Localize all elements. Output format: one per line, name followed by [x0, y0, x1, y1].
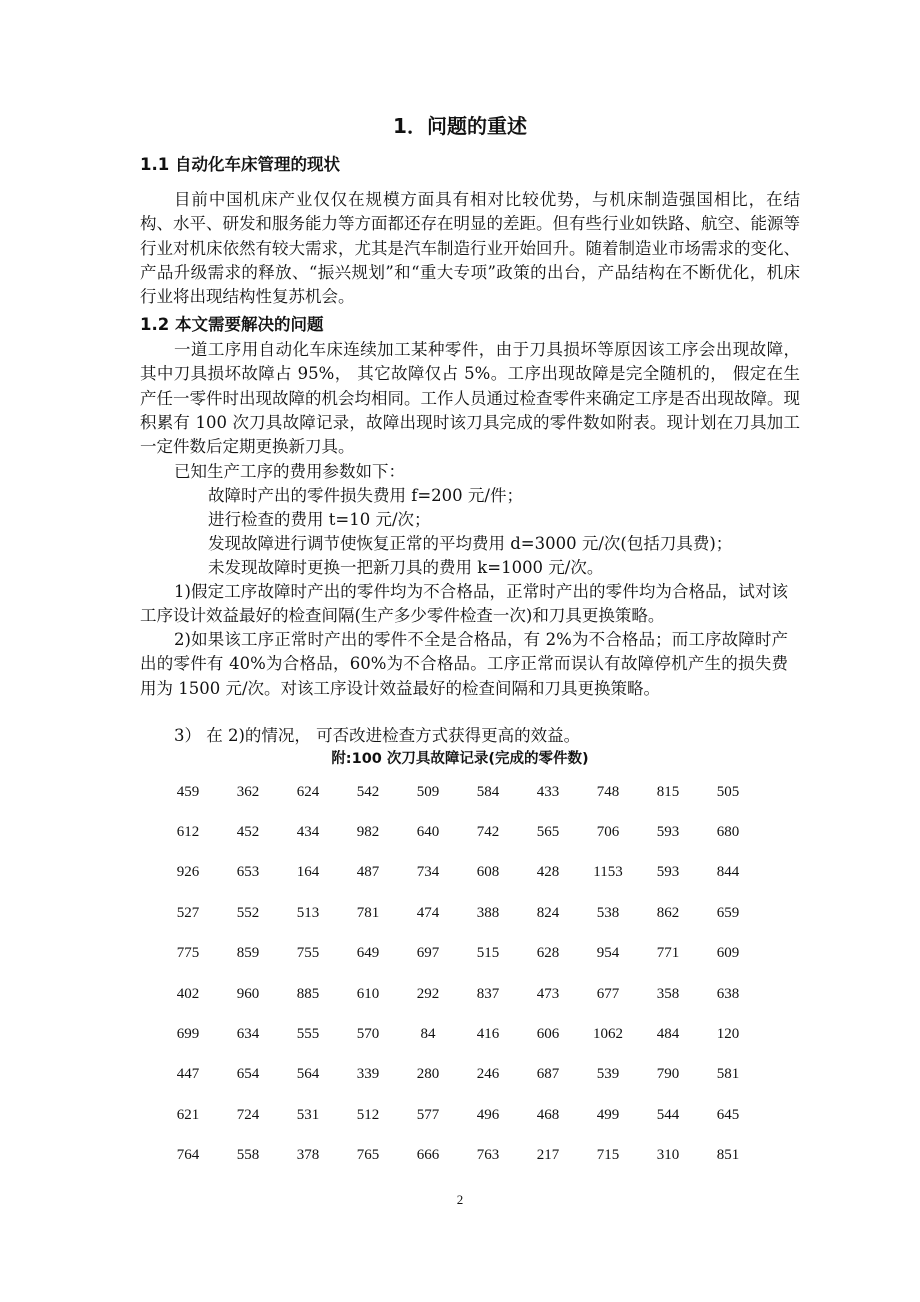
table-body	[158, 772, 758, 1176]
table-cell: 564	[296, 1066, 320, 1083]
table-cell: 781	[356, 904, 380, 921]
table-cell: 512	[356, 1106, 380, 1123]
table-cell: 608	[476, 864, 500, 881]
param-d: 发现故障进行调节使恢复正常的平均费用 d=3000 元/次(包括刀具费)；	[208, 534, 733, 553]
table-cell: 452	[236, 824, 260, 841]
table-cell: 862	[656, 904, 680, 921]
table-cell: 84	[420, 1026, 436, 1043]
table-cell: 577	[416, 1106, 440, 1123]
table-cell: 765	[356, 1147, 380, 1164]
table-cell: 496	[476, 1106, 500, 1123]
table-cell: 310	[656, 1147, 680, 1164]
table-cell: 505	[716, 783, 740, 800]
table-cell: 474	[416, 904, 440, 921]
table-cell: 628	[536, 945, 560, 962]
table-cell: 428	[536, 864, 560, 881]
page-title: 1．问题的重述	[393, 114, 527, 138]
table-cell: 164	[296, 864, 320, 881]
question-3: 3） 在 2)的情况， 可否改进检查方式获得更高的效益。	[174, 726, 581, 745]
table-cell: 246	[476, 1066, 500, 1083]
table-cell: 593	[656, 864, 680, 881]
table-cell: 815	[656, 783, 680, 800]
table-cell: 459	[176, 783, 200, 800]
table-cell: 715	[596, 1147, 620, 1164]
table-cell: 649	[356, 945, 380, 962]
section-heading-1-2: 1.2 本文需要解决的问题	[140, 315, 324, 334]
table-row	[158, 772, 758, 812]
table-cell: 434	[296, 824, 320, 841]
table-row	[158, 974, 758, 1014]
table-cell: 555	[296, 1026, 320, 1043]
table-cell: 292	[416, 985, 440, 1002]
page-number: 2	[456, 1192, 464, 1207]
table-cell: 447	[176, 1066, 200, 1083]
table-cell: 584	[476, 783, 500, 800]
question-2: 2)如果该工序正常时产出的零件不全是合格品，有 2%为不合格品；而工序故障时产出的零件有 40%为合格品，60%为不合格品。工序正常而误认有故障停机产生的损失费用为 1500 元/次。对该工序设计效益最好的检查间隔和刀具更换策略。	[140, 630, 788, 698]
table-row	[158, 934, 758, 974]
table-cell: 851	[716, 1147, 740, 1164]
table-row	[158, 893, 758, 933]
table-cell: 1062	[593, 1026, 623, 1043]
table-cell: 764	[176, 1147, 200, 1164]
table-cell: 565	[536, 824, 560, 841]
table-row	[158, 1055, 758, 1095]
table-cell: 1153	[593, 864, 623, 881]
param-t: 进行检查的费用 t=10 元/次；	[208, 510, 431, 529]
table-cell: 531	[296, 1106, 320, 1123]
table-cell: 926	[176, 864, 200, 881]
table-cell: 609	[716, 945, 740, 962]
table-cell: 468	[536, 1106, 560, 1123]
table-row	[158, 853, 758, 893]
table-cell: 763	[476, 1147, 500, 1164]
table-caption: 附:100 次刀具故障记录(完成的零件数)	[331, 751, 589, 767]
table-cell: 734	[416, 864, 440, 881]
table-cell: 645	[716, 1106, 740, 1123]
table-cell: 677	[596, 985, 620, 1002]
table-cell: 570	[356, 1026, 380, 1043]
table-cell: 755	[296, 945, 320, 962]
table-cell: 388	[476, 904, 500, 921]
table-cell: 402	[176, 985, 200, 1002]
table-cell: 606	[536, 1026, 560, 1043]
table-cell: 724	[236, 1106, 260, 1123]
params-intro: 已知生产工序的费用参数如下：	[174, 462, 405, 481]
table-cell: 654	[236, 1066, 260, 1083]
table-cell: 499	[596, 1106, 620, 1123]
table-cell: 790	[656, 1066, 680, 1083]
table-cell: 484	[656, 1026, 680, 1043]
table-cell: 844	[716, 864, 740, 881]
table-cell: 659	[716, 904, 740, 921]
table-cell: 697	[416, 945, 440, 962]
table-cell: 527	[176, 904, 200, 921]
table-cell: 433	[536, 783, 560, 800]
table-cell: 416	[476, 1026, 500, 1043]
table-cell: 610	[356, 985, 380, 1002]
table-cell: 837	[476, 985, 500, 1002]
table-cell: 859	[236, 945, 260, 962]
section-heading-1-1: 1.1 自动化车床管理的现状	[140, 155, 340, 174]
table-cell: 680	[716, 824, 740, 841]
table-cell: 982	[356, 824, 380, 841]
table-cell: 885	[296, 985, 320, 1002]
table-cell: 706	[596, 824, 620, 841]
table-cell: 699	[176, 1026, 200, 1043]
table-cell: 742	[476, 824, 500, 841]
failure-record-table	[158, 772, 758, 1176]
table-cell: 513	[296, 904, 320, 921]
table-cell: 538	[596, 904, 620, 921]
param-f: 故障时产出的零件损失费用 f=200 元/件；	[208, 486, 523, 505]
table-cell: 515	[476, 945, 500, 962]
table-row	[158, 812, 758, 852]
param-k: 未发现故障时更换一把新刀具的费用 k=1000 元/次。	[208, 558, 604, 577]
table-cell: 775	[176, 945, 200, 962]
table-cell: 509	[416, 783, 440, 800]
table-row	[158, 1136, 758, 1176]
table-row	[158, 1095, 758, 1135]
table-cell: 954	[596, 945, 620, 962]
table-cell: 653	[236, 864, 260, 881]
question-1: 1)假定工序故障时产出的零件均为不合格品，正常时产出的零件均为合格品，试对该工序设计效益最好的检查间隔(生产多少零件检查一次)和刀具更换策略。	[140, 582, 788, 626]
table-cell: 634	[236, 1026, 260, 1043]
table-cell: 638	[716, 985, 740, 1002]
table-cell: 558	[236, 1147, 260, 1164]
table-cell: 552	[236, 904, 260, 921]
table-cell: 621	[176, 1106, 200, 1123]
table-cell: 120	[716, 1026, 740, 1043]
table-cell: 339	[356, 1066, 380, 1083]
table-cell: 539	[596, 1066, 620, 1083]
table-cell: 593	[656, 824, 680, 841]
table-cell: 687	[536, 1066, 560, 1083]
table-cell: 824	[536, 904, 560, 921]
table-cell: 666	[416, 1147, 440, 1164]
table-cell: 542	[356, 783, 380, 800]
table-row	[158, 1014, 758, 1054]
table-cell: 362	[236, 783, 260, 800]
table-cell: 612	[176, 824, 200, 841]
table-cell: 378	[296, 1147, 320, 1164]
table-cell: 358	[656, 985, 680, 1002]
table-cell: 217	[536, 1147, 560, 1164]
table-cell: 280	[416, 1066, 440, 1083]
table-cell: 487	[356, 864, 380, 881]
table-cell: 771	[656, 945, 680, 962]
table-cell: 748	[596, 783, 620, 800]
table-cell: 624	[296, 783, 320, 800]
section-1-1-paragraph: 目前中国机床产业仅仅在规模方面具有相对比较优势，与机床制造强国相比，在结构、水平、研发和服务能力等方面都还存在明显的差距。但有些行业如铁路、航空、能源等行业对机床依然有较大需求，尤其是汽车制造行业开始回升。随着制造业市场需求的变化、产品升级需求的释放、“振兴规划”和“重大专项”政策的出台，产品结构在不断优化，机床行业将出现结构性复苏机会。	[140, 190, 800, 307]
table-cell: 960	[236, 985, 260, 1002]
table-cell: 544	[656, 1106, 680, 1123]
table-cell: 640	[416, 824, 440, 841]
table-cell: 473	[536, 985, 560, 1002]
section-1-2-paragraph: 一道工序用自动化车床连续加工某种零件，由于刀具损坏等原因该工序会出现故障，其中刀具损坏故障占 95%， 其它故障仅占 5%。工序出现故障是完全随机的， 假定在生产任一零件时出现故障的机会均相同。工作人员通过检查零件来确定工序是否出现故障。现积累有 100 次刀具故障记录，故障出现时该刀具完成的零件数如附表。现计划在刀具加工一定件数后定期更换新刀具。	[140, 340, 800, 457]
table-cell: 581	[716, 1066, 740, 1083]
